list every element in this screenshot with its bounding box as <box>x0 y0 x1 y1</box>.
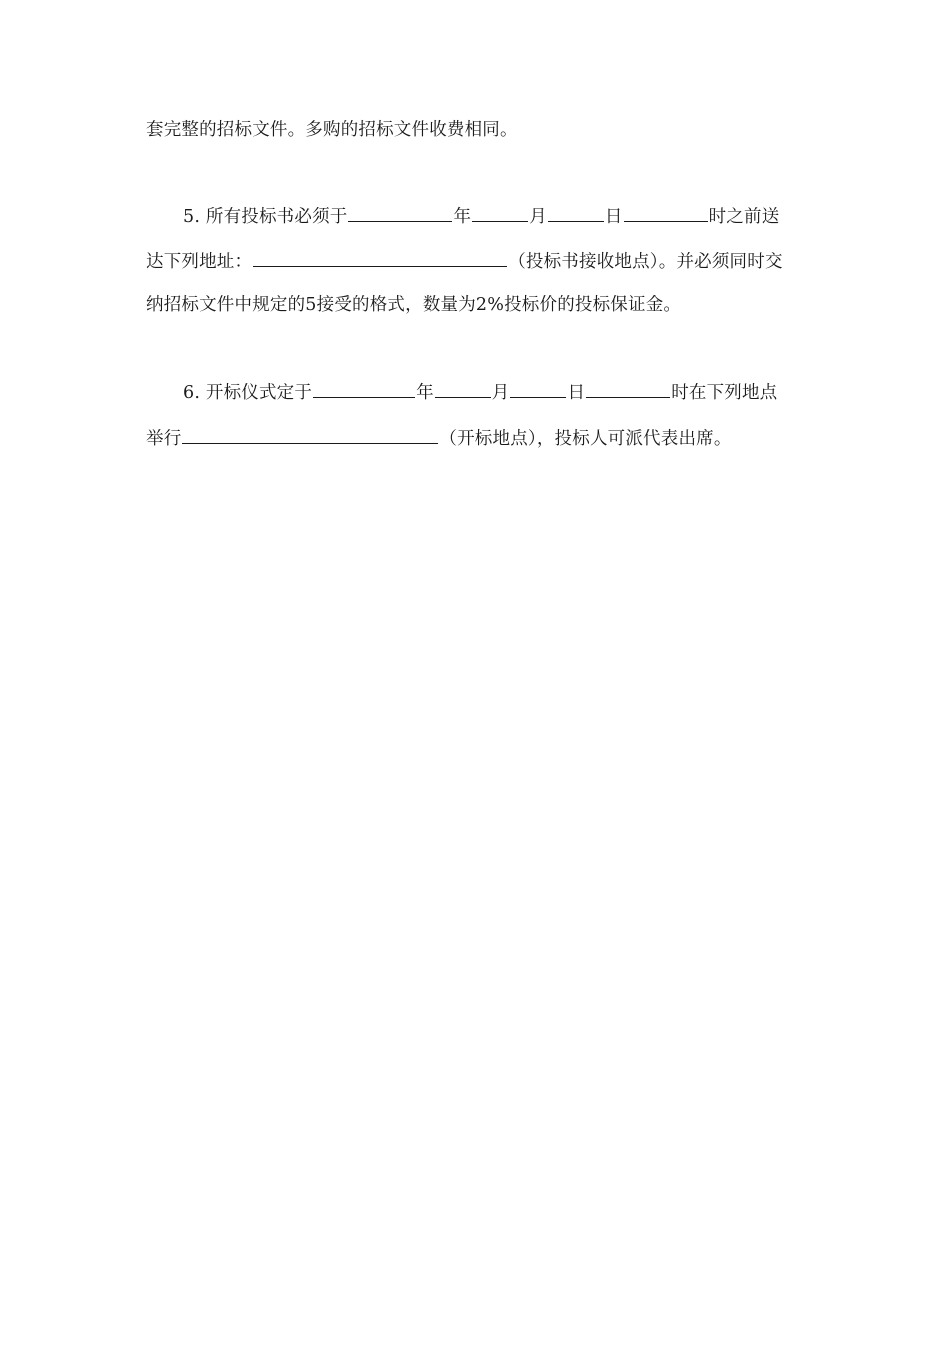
item6-line2-tail: （开标地点），投标人可派代表出席。 <box>439 429 732 449</box>
item6-line2-lead: 举行 <box>146 429 182 449</box>
item6-month-label: 月 <box>491 383 510 403</box>
item5-hour-blank[interactable] <box>624 203 708 222</box>
item5-address-blank[interactable] <box>253 248 507 267</box>
item5-line3-text: 纳招标文件中规定的5接受的格式，数量为2%投标价的投标保证金。 <box>146 295 682 315</box>
item5-line1 <box>183 203 779 229</box>
item6-day-blank[interactable] <box>510 379 566 398</box>
item5-line2-lead: 达下列地址： <box>146 252 253 272</box>
item5-lead: 所有投标书必须于 <box>205 207 348 227</box>
item6-line1 <box>183 379 777 405</box>
item5-month-blank[interactable] <box>472 203 528 222</box>
item6-lead: 开标仪式定于 <box>205 383 313 403</box>
item6-year-label: 年 <box>416 383 434 403</box>
item5-line3 <box>146 293 681 317</box>
item5-year-blank[interactable] <box>348 203 452 222</box>
item5-hour-tail: 时之前送 <box>708 207 780 227</box>
item5-month-label: 月 <box>529 207 547 227</box>
item5-day-blank[interactable] <box>548 203 604 222</box>
item5-year-label: 年 <box>453 207 472 227</box>
item6-number: 6. <box>183 383 201 403</box>
item6-day-label: 日 <box>567 383 586 403</box>
item6-location-blank[interactable] <box>182 425 438 444</box>
item6-line2 <box>146 425 732 451</box>
item6-month-blank[interactable] <box>435 379 491 398</box>
item5-number: 5. <box>183 207 201 227</box>
item6-hour-tail: 时在下列地点 <box>671 383 778 403</box>
item6-hour-blank[interactable] <box>586 379 670 398</box>
item5-line2-tail: （投标书接收地点）。并必须同时交 <box>508 252 783 272</box>
item5-day-label: 日 <box>604 207 623 227</box>
continuation-text: 套完整的招标文件。多购的招标文件收费相同。 <box>146 120 518 140</box>
continuation-line <box>146 118 518 142</box>
item6-year-blank[interactable] <box>313 379 415 398</box>
item5-line2 <box>146 248 783 274</box>
